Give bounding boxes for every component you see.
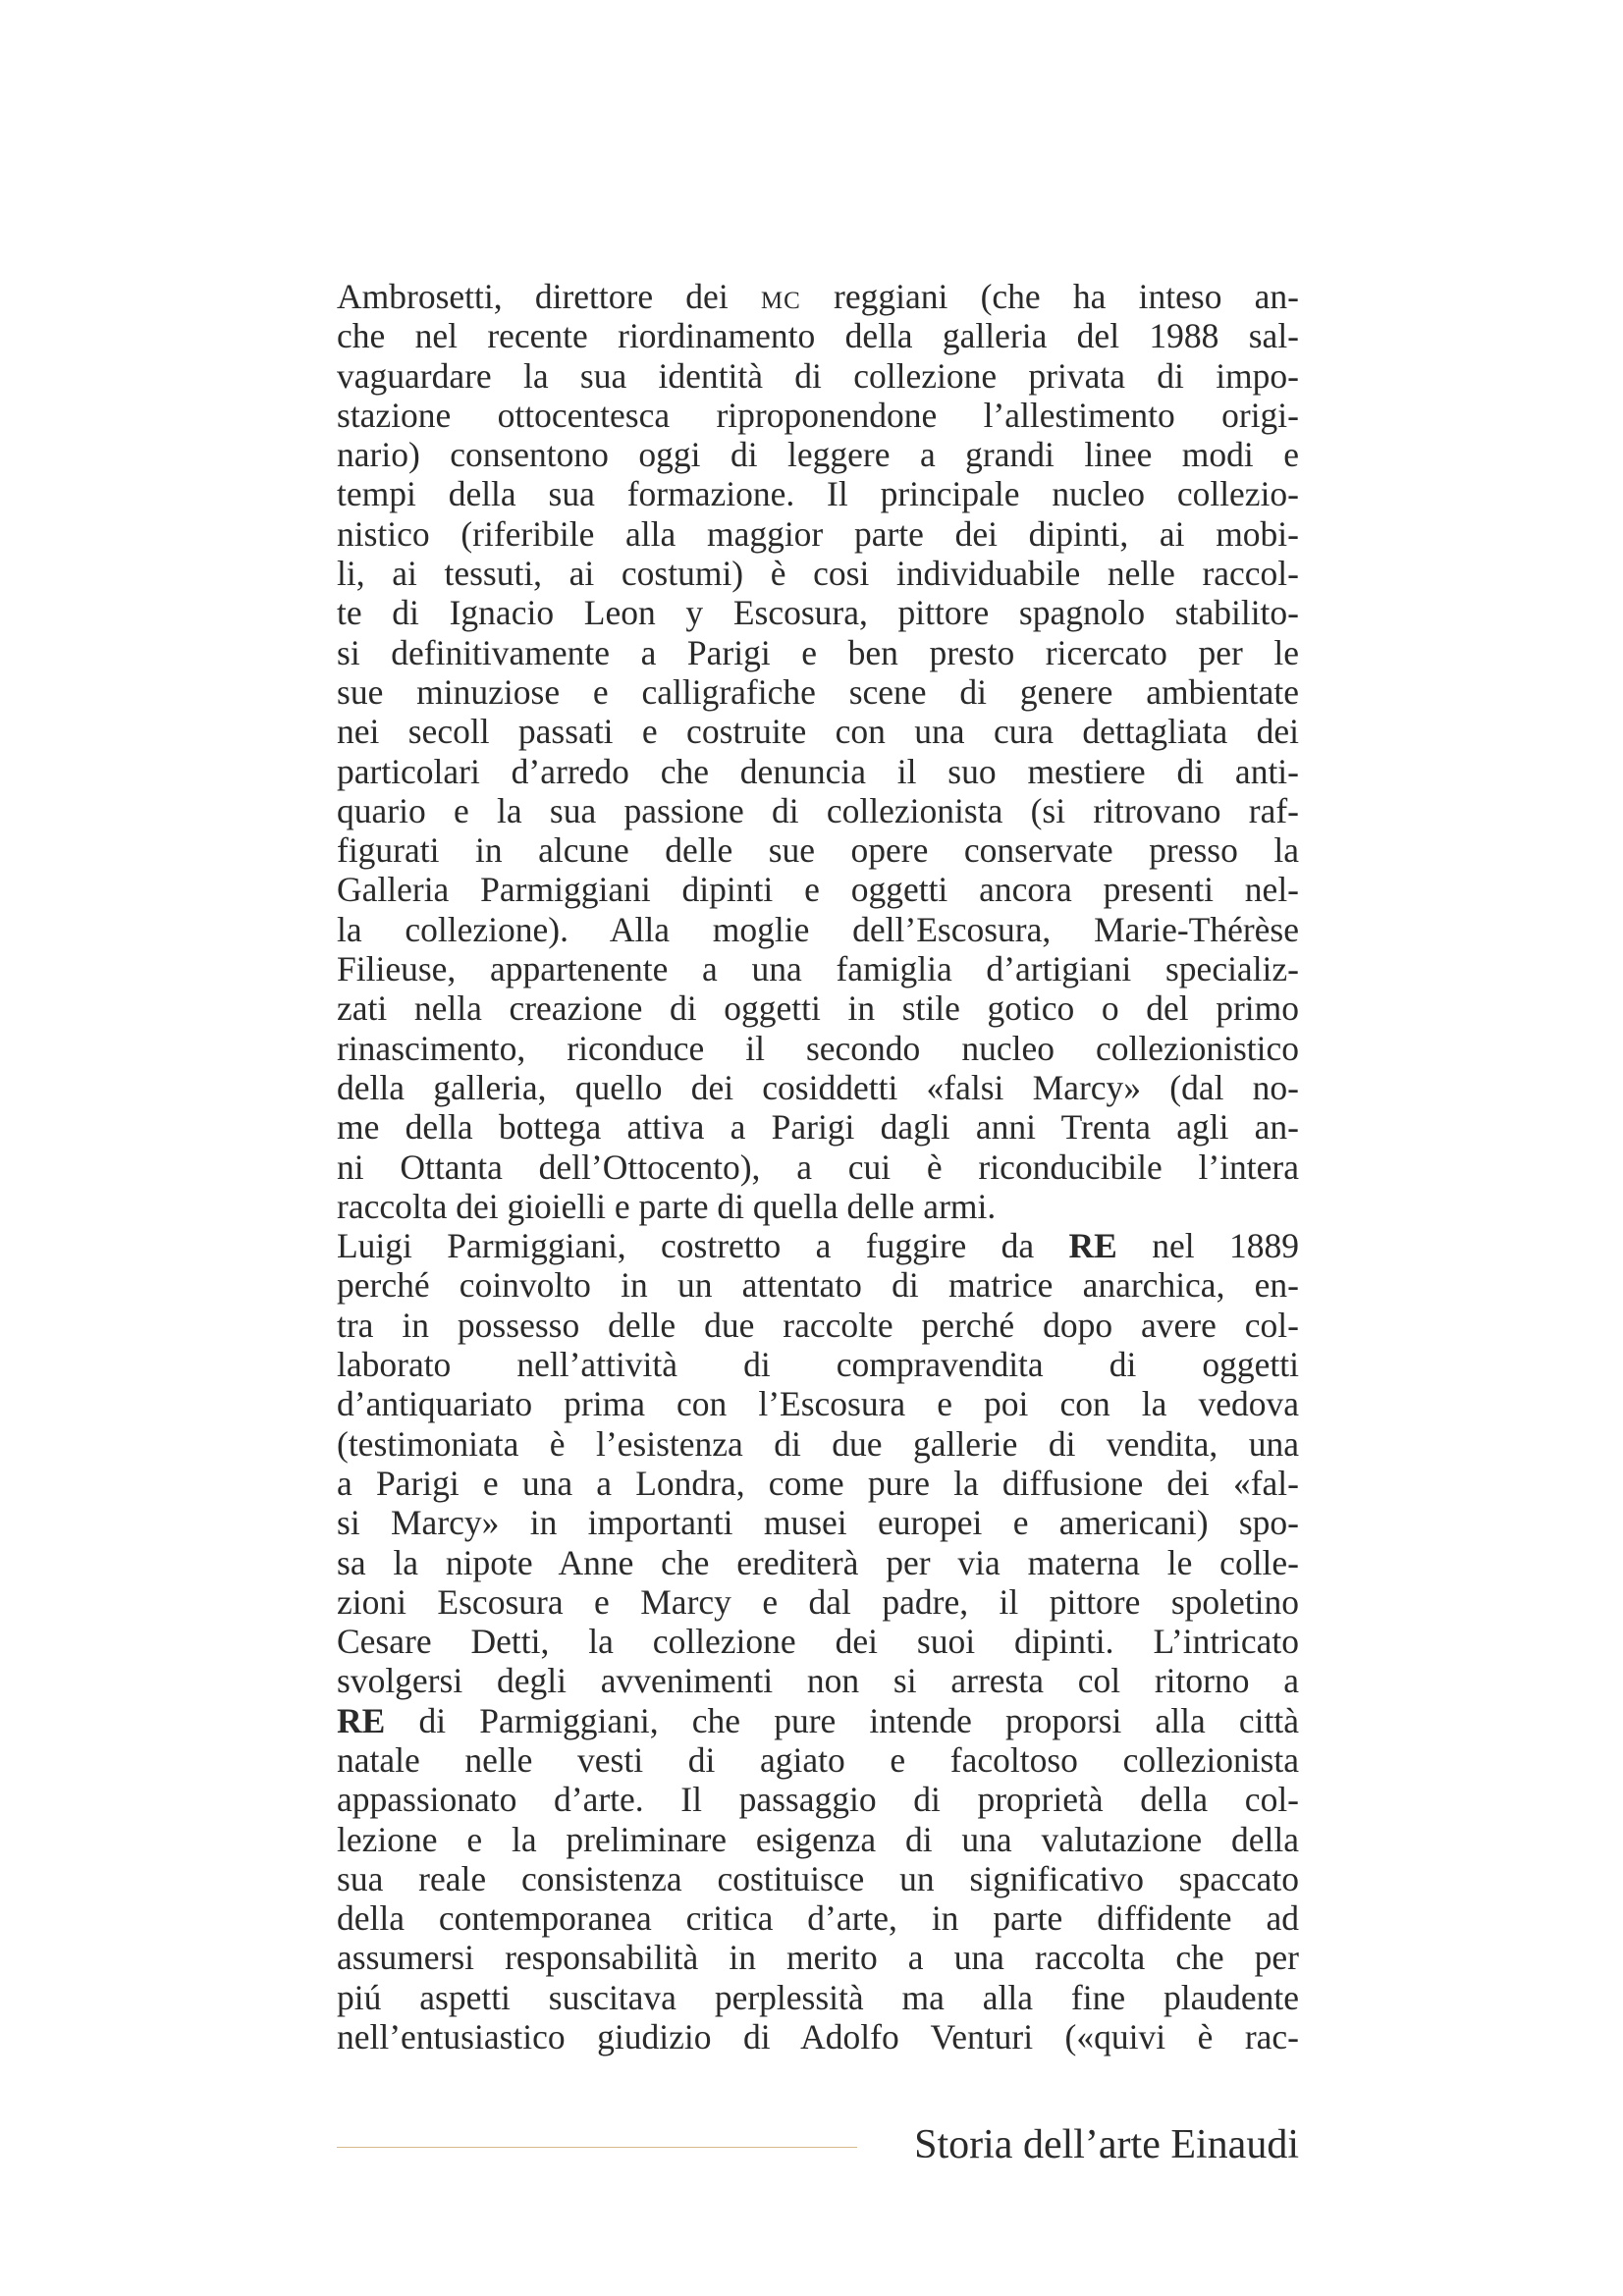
text-line: particolari d’arredo che denuncia il suo mestiere di anti-	[337, 751, 1299, 791]
abbreviation-re: RE	[1068, 1226, 1117, 1266]
text-line: zati nella creazione di oggetti in stile gotico o del primo	[337, 988, 1299, 1029]
text-line: Filieuse, appartenente a una famiglia d’artigiani specializ-	[337, 949, 1299, 989]
text-line: (testimoniata è l’esistenza di due gallerie di vendita, una	[337, 1423, 1299, 1464]
text-line: della contemporanea critica d’arte, in parte diffidente ad	[337, 1898, 1299, 1939]
text-line: ni Ottanta dell’Ottocento), a cui è riconducibile l’intera	[337, 1147, 1299, 1187]
text-line: Cesare Detti, la collezione dei suoi dipinti. L’intricato	[337, 1622, 1299, 1662]
text-line: della galleria, quello dei cosiddetti «falsi Marcy» (dal no-	[337, 1067, 1299, 1107]
body-text	[337, 277, 1299, 2056]
text-line: piú aspetti suscitava perplessità ma alla fine plaudente	[337, 1977, 1299, 2017]
text-line: nistico (riferibile alla maggior parte dei dipinti, ai mobi-	[337, 513, 1299, 554]
text-line: tra in possesso delle due raccolte perché dopo avere col-	[337, 1305, 1299, 1345]
text-line: quario e la sua passione di collezionista (si ritrovano raf-	[337, 790, 1299, 830]
text-line: Galleria Parmiggiani dipinti e oggetti ancora presenti nel-	[337, 870, 1299, 910]
text-line: sue minuziose e calligrafiche scene di genere ambientate	[337, 671, 1299, 712]
text-line: stazione ottocentesca riproponendone l’allestimento origi-	[337, 395, 1299, 435]
text-line: sa la nipote Anne che erediterà per via materna le colle-	[337, 1542, 1299, 1582]
text-line: perché coinvolto in un attentato di matrice anarchica, en-	[337, 1265, 1299, 1306]
text-line: si definitivamente a Parigi e ben presto ricercato per le	[337, 632, 1299, 672]
text-line: sua reale consistenza costituisce un significativo spaccato	[337, 1858, 1299, 1898]
text-line: li, ai tessuti, ai costumi) è cosi individuabile nelle raccol-	[337, 554, 1299, 594]
text-line: che nel recente riordinamento della galleria del 1988 sal-	[337, 316, 1299, 356]
text-line: nei secoll passati e costruite con una cura dettagliata dei	[337, 712, 1299, 752]
footer-publication-title: Storia dell’arte Einaudi	[914, 2122, 1299, 2167]
text-line: Luigi Parmiggiani, costretto a fuggire da RE nel 1889	[337, 1226, 1299, 1266]
text-line: si Marcy» in importanti musei europei e americani) spo-	[337, 1503, 1299, 1543]
text-line: tempi della sua formazione. Il principale nucleo collezio-	[337, 474, 1299, 514]
text-line: natale nelle vesti di agiato e facoltoso collezionista	[337, 1739, 1299, 1780]
text-line: appassionato d’arte. Il passaggio di proprietà della col-	[337, 1780, 1299, 1820]
abbreviation-mc: mc	[760, 277, 801, 316]
text-line: assumersi responsabilità in merito a una raccolta che per	[337, 1938, 1299, 1978]
text-line: nario) consentono oggi di leggere a grandi linee modi e	[337, 435, 1299, 475]
text-line: zioni Escosura e Marcy e dal padre, il pittore spoletino	[337, 1581, 1299, 1622]
text-line: lezione e la preliminare esigenza di una valutazione della	[337, 1819, 1299, 1859]
text-line: d’antiquariato prima con l’Escosura e poi con la vedova	[337, 1384, 1299, 1424]
text-line: RE di Parmiggiani, che pure intende proporsi alla città	[337, 1700, 1299, 1740]
text-line: te di Ignacio Leon y Escosura, pittore spagnolo stabilito-	[337, 593, 1299, 633]
text-line: Ambrosetti, direttore dei mc reggiani (che ha inteso an-	[337, 277, 1299, 316]
text-line: me della bottega attiva a Parigi dagli anni Trenta agli an-	[337, 1107, 1299, 1148]
text-line: figurati in alcune delle sue opere conservate presso la	[337, 830, 1299, 871]
text-line: svolgersi degli avvenimenti non si arresta col ritorno a	[337, 1661, 1299, 1701]
text-line: laborato nell’attività di compravendita di oggetti	[337, 1345, 1299, 1385]
text-line: a Parigi e una a Londra, come pure la diffusione dei «fal-	[337, 1463, 1299, 1503]
text-line: rinascimento, riconduce il secondo nucleo collezionistico	[337, 1028, 1299, 1068]
text-line: vaguardare la sua identità di collezione privata di impo-	[337, 355, 1299, 396]
text-line: nell’entusiastico giudizio di Adolfo Venturi («quivi è rac-	[337, 2017, 1299, 2057]
abbreviation-re: RE	[337, 1700, 386, 1740]
footer-rule	[337, 2147, 857, 2148]
paragraph-end-line: raccolta dei gioielli e parte di quella delle armi.	[337, 1186, 997, 1226]
text-line: la collezione). Alla moglie dell’Escosura, Marie-Thérèse	[337, 909, 1299, 949]
